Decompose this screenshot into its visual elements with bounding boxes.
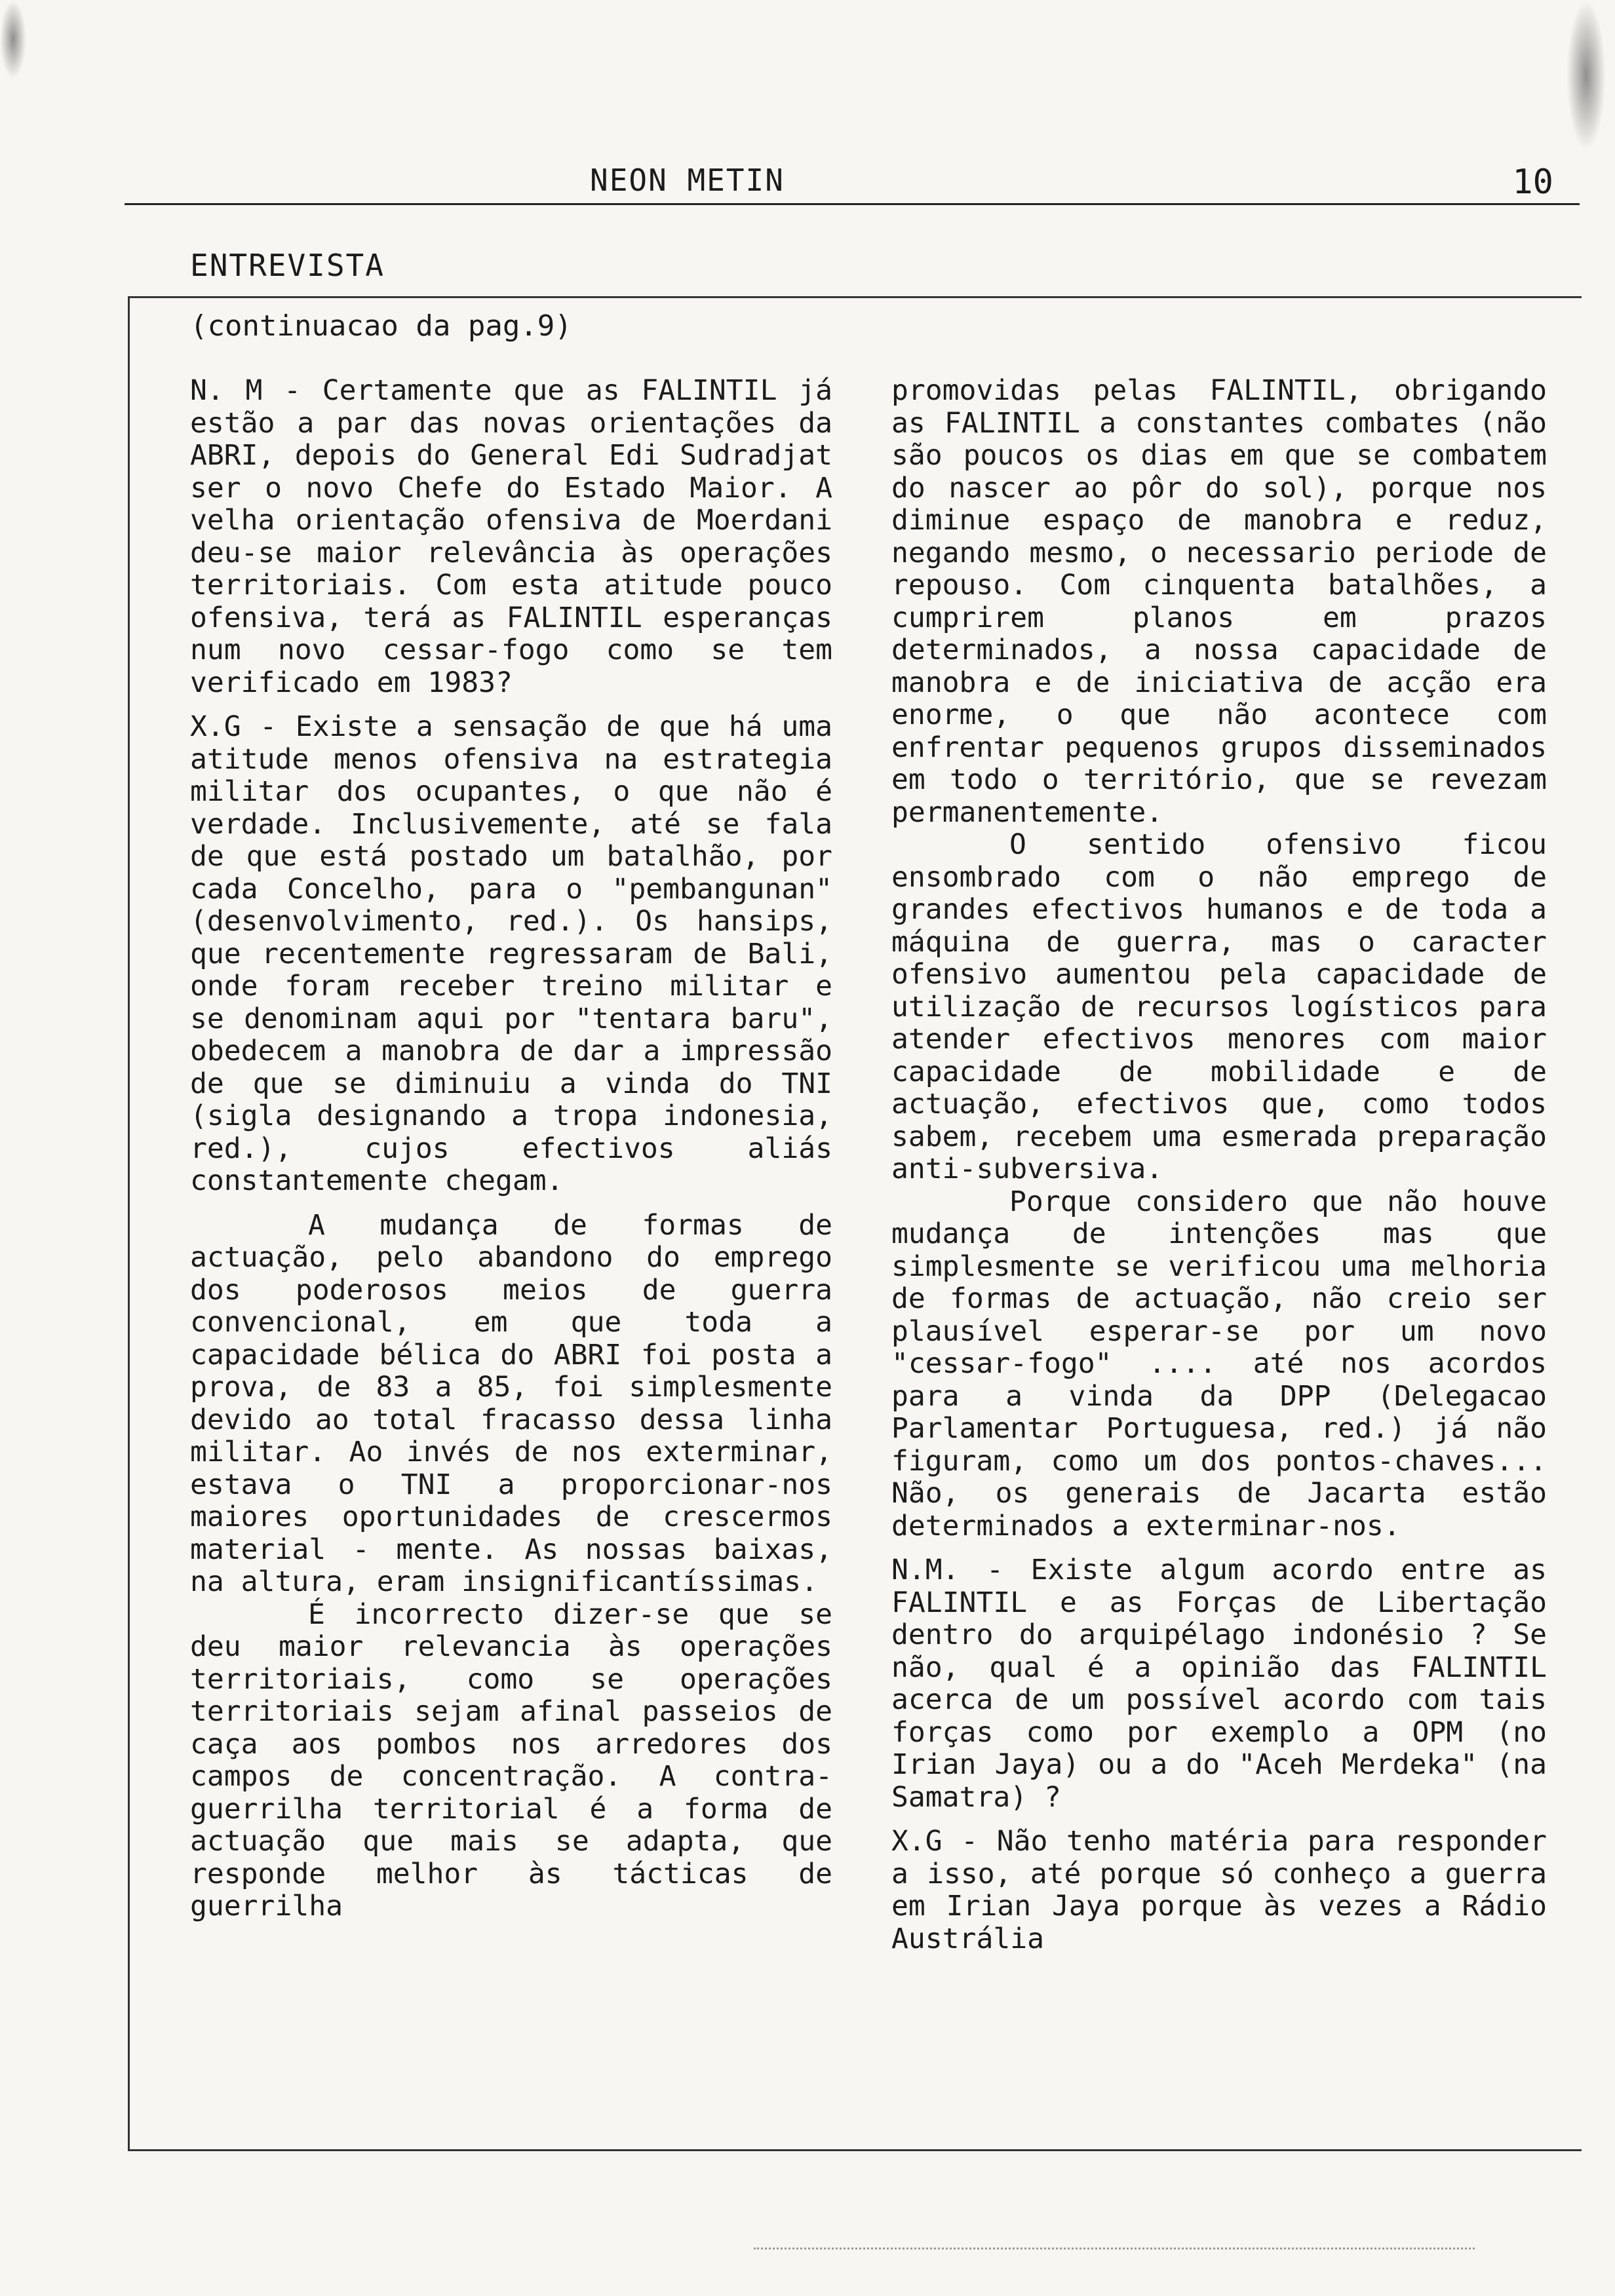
scan-smudge-left xyxy=(0,0,26,79)
publication-title: NEON METIN xyxy=(590,163,785,198)
paragraph-text: O sentido ofensivo ficou ensombrado com o não emprego de grandes efectivos humanos e de toda a máquina de guerra, mas o caracter ofensivo aumentou pela capacidade de utilização de recursos logísticos para atender efectivos menores com maior capacidade de mobilidade e de actuação, efectivos que, como todos sabem, recebem uma esmerada preparação anti-subversiva. xyxy=(891,828,1547,1185)
paragraph xyxy=(190,1599,832,1923)
paragraph-text: Não tenho matéria para responder a isso, até porque só conheço a guerra em Irian Jaya porque às vezes a Rádio Austrália xyxy=(891,1825,1547,1955)
scan-smudge-right xyxy=(1566,0,1606,151)
speaker-label: X.G - xyxy=(891,1825,979,1858)
page-header xyxy=(125,157,1580,205)
paragraph xyxy=(891,1554,1547,1814)
paragraph xyxy=(891,375,1547,829)
paragraph-text: Certamente que as FALINTIL já estão a par das novas orientações da ABRI, depois do General Edi Sudradjat ser o novo Chefe do Estado Maior. A velha orientação ofensiva de Moerdani deu-se maior relevância às operações territoriais. Com esta atitude pouco ofensiva, terá as FALINTIL esperanças num novo cessar-fogo como se tem verificado em 1983? xyxy=(190,374,832,699)
speaker-label: N. M - xyxy=(190,374,302,407)
speaker-label: N.M. - xyxy=(891,1554,1003,1586)
right-column xyxy=(891,375,1547,1967)
left-column xyxy=(190,375,832,1923)
scan-artifact-dots xyxy=(754,2248,1475,2252)
paragraph-text: Existe algum acordo entre as FALINTIL e as Forças de Libertação dentro do arquipélago indonésio ? Se não, qual é a opinião das FALINTIL acerca de um possível acordo com tais forças como por exemplo a OPM (no Irian Jaya) ou a do "Aceh Merdeka" (na Samatra) ? xyxy=(891,1554,1547,1814)
paragraph xyxy=(891,829,1547,1186)
paragraph-text: promovidas pelas FALINTIL, obrigando as FALINTIL a constantes combates (não são poucos os dias em que se combatem do nascer ao pôr do sol), porque nos diminue espaço de manobra e reduz, negando mesmo, o necessario periode de repouso. Com cinquenta batalhões, a cumprirem planos em prazos determinados, a nossa capacidade de manobra e de iniciativa de acção era enorme, o que não acontece com enfrentar pequenos grupos disseminados em todo o território, que se revezam permanentemente. xyxy=(891,374,1547,829)
paragraph xyxy=(190,375,832,699)
paragraph xyxy=(190,1210,832,1599)
speaker-label: X.G - xyxy=(190,710,277,743)
section-label: ENTREVISTA xyxy=(190,248,385,283)
continuation-note: (continuacao da pag.9) xyxy=(190,309,572,343)
paragraph xyxy=(891,1186,1547,1543)
page-number: 10 xyxy=(1512,163,1553,202)
paragraph xyxy=(190,711,832,1198)
paragraph-text: Existe a sensação de que há uma atitude menos ofensiva na estrategia militar dos ocupantes, o que não é verdade. Inclusivemente, até se fala de que está postado um batalhão, por cada Concelho, para o "pembangunan" (desenvolvimento, red.). Os hansips, que recentemente regressaram de Bali, onde foram receber treino militar e se denominam aqui por "tentara baru", obedecem a manobra de dar a impressão de que se diminuiu a vinda do TNI (sigla designando a tropa indonesia, red.), cujos efectivos aliás constantemente chegam. xyxy=(190,710,832,1197)
paragraph xyxy=(891,1826,1547,1955)
paragraph-text: A mudança de formas de actuação, pelo abandono do emprego dos poderosos meios de guerra convencional, em que toda a capacidade bélica do ABRI foi posta a prova, de 83 a 85, foi simplesmente devido ao total fracasso dessa linha militar. Ao invés de nos exterminar, estava o TNI a proporcionar-nos maiores oportunidades de crescermos material - mente. As nossas baixas, na altura, eram insignificantíssimas. xyxy=(190,1208,832,1598)
paragraph-text: Porque considero que não houve mudança de intenções mas que simplesmente se verificou uma melhoria de formas de actuação, não creio ser plausível esperar-se por um novo "cessar-fogo" .... até nos acordos para a vinda da DPP (Delegacao Parlamentar Portuguesa, red.) já não figuram, como um dos pontos-chaves... Não, os generais de Jacarta estão determinados a exterminar-nos. xyxy=(891,1185,1547,1542)
paragraph-text: É incorrecto dizer-se que se deu maior relevancia às operações territoriais, como se operações territoriais sejam afinal passeios de caça aos pombos nos arredores dos campos de concentração. A contra-guerrilha territorial é a forma de actuação que mais se adapta, que responde melhor às tácticas de guerrilha xyxy=(190,1598,832,1923)
